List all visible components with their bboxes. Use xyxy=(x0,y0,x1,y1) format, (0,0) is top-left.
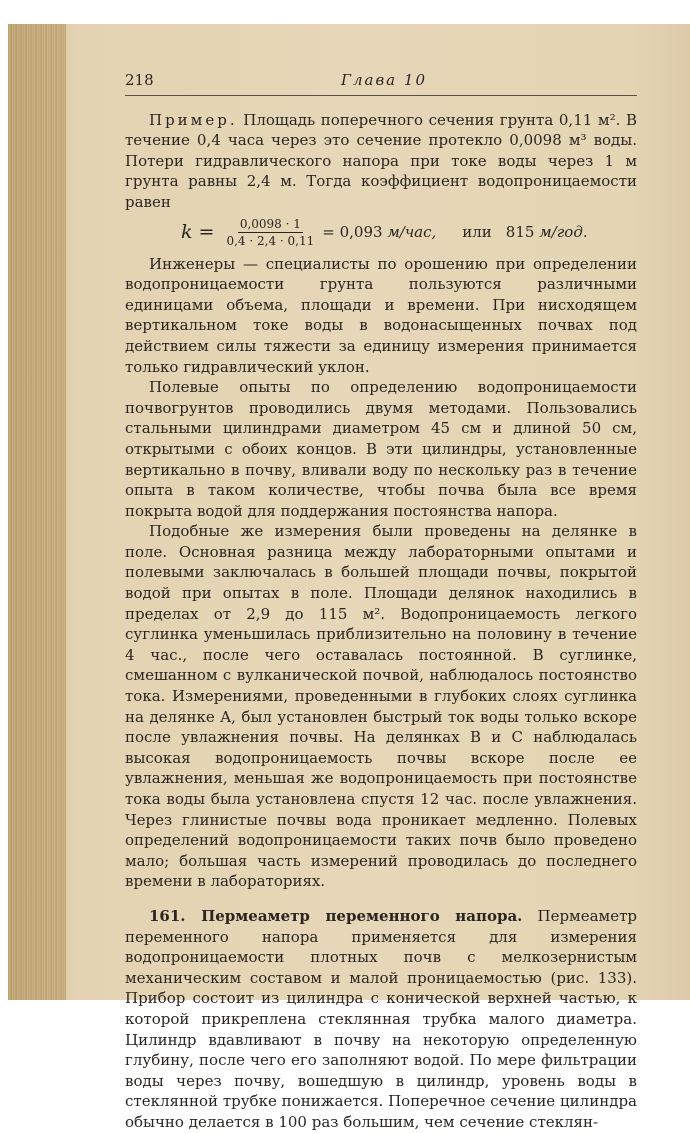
section-text: Пермеаметр переменного напора применяется для измерения водопроницаемости плотных почв с мелкозернистым механическим составом и малой проницаемостью (рис. 133). Прибор состоит из цилиндра с конической верхней частью, к которой прикреплена стеклянная трубка малого диаметра. Цилиндр вдавливают в почву на некоторую определенную глубину, после чего его заполняют водой. По мере фильтрации воды через почву, вошедшую в цилиндр, уровень воды в стеклянной трубке понижается. Поперечное сечение цилиндра обычно делается в 100 раз большим, чем сечение стеклян- xyxy=(125,906,637,1131)
paragraph: Полевые опыты по определению водопроницаемости почвогрунтов проводились двумя методами. Пользовались стальными цилиндрами диаметром 45 см и длиной 50 см, открытыми с обоих концов. В эти цилиндры, установленные вертикально в почву, вливали воду по нескольку раз в течение опыта в таком количестве, чтобы почва была все время покрыта водой для поддержания постоянства напора. xyxy=(125,378,637,520)
example-text: Площадь поперечного сечения грунта 0,11 м². В течение 0,4 часа через это сечение протекло 0,0098 м³ воды. Потери гидравлического напора при токе воды через 1 м грунта равны 2,4 м. Тогда коэффициент водопроницаемости равен xyxy=(125,110,637,211)
formula xyxy=(125,217,637,248)
chapter-title: Глава 10 xyxy=(341,71,427,89)
formula-lhs: k = xyxy=(181,220,215,243)
formula-result: = 0,093 xyxy=(322,222,383,241)
formula-value-2: 815 xyxy=(505,222,535,241)
section-paragraph xyxy=(125,906,637,1133)
page-edge-shadow xyxy=(8,24,66,1000)
formula-numerator: 0,0098 · 1 xyxy=(239,216,301,231)
formula-unit-2: м/год. xyxy=(539,222,588,241)
formula-unit-1: м/час, xyxy=(387,222,437,241)
formula-or: или xyxy=(462,222,492,241)
page-number: 218 xyxy=(125,71,154,89)
running-header xyxy=(125,70,637,96)
example-lead: Пример. xyxy=(149,110,238,129)
formula-denominator: 0,4 · 2,4 · 0,11 xyxy=(226,233,315,248)
section-title: 161. Пермеаметр переменного напора. xyxy=(149,906,523,925)
paragraph: Инженеры — специалисты по орошению при определении водопроницаемости грунта пользуются различными единицами объема, площади и времени. При нисходящем вертикальном токе воды в водонасыщенных почвах под действием силы тяжести за единицу измерения принимается только гидравлический уклон. xyxy=(125,254,637,376)
formula-fraction xyxy=(226,217,314,248)
example-paragraph xyxy=(125,110,637,213)
page-content xyxy=(125,70,637,1133)
paragraph: Подобные же измерения были проведены на делянке в поле. Основная разница между лабораторными опытами и полевыми заключалась в большей площади почвы, покрытой водой при опытах в поле. Площади делянок находились в пределах от 2,9 до 115 м². Водопроницаемость легкого суглинка уменьшилась приблизительно на половину в течение 4 час., после чего оставалась постоянной. В суглинке, смешанном с вулканической почвой, наблюдалось постоянство тока. Измерениями, проведенными в глубоких слоях суглинка на делянке A, был установлен быстрый ток воды только вскоре после увлажнения почвы. На делянках B и C наблюдалась высокая водопроницаемость почвы вскоре после ее увлажнения, меньшая же водопроницаемость при постоянстве тока воды была установлена спустя 12 час. после увлажнения. Через глинистые почвы вода проникает медленно. Полевых определений водопроницаемости таких почв было проведено мало; большая часть измерений проводилась до последнего времени в лабораториях. xyxy=(125,522,637,891)
